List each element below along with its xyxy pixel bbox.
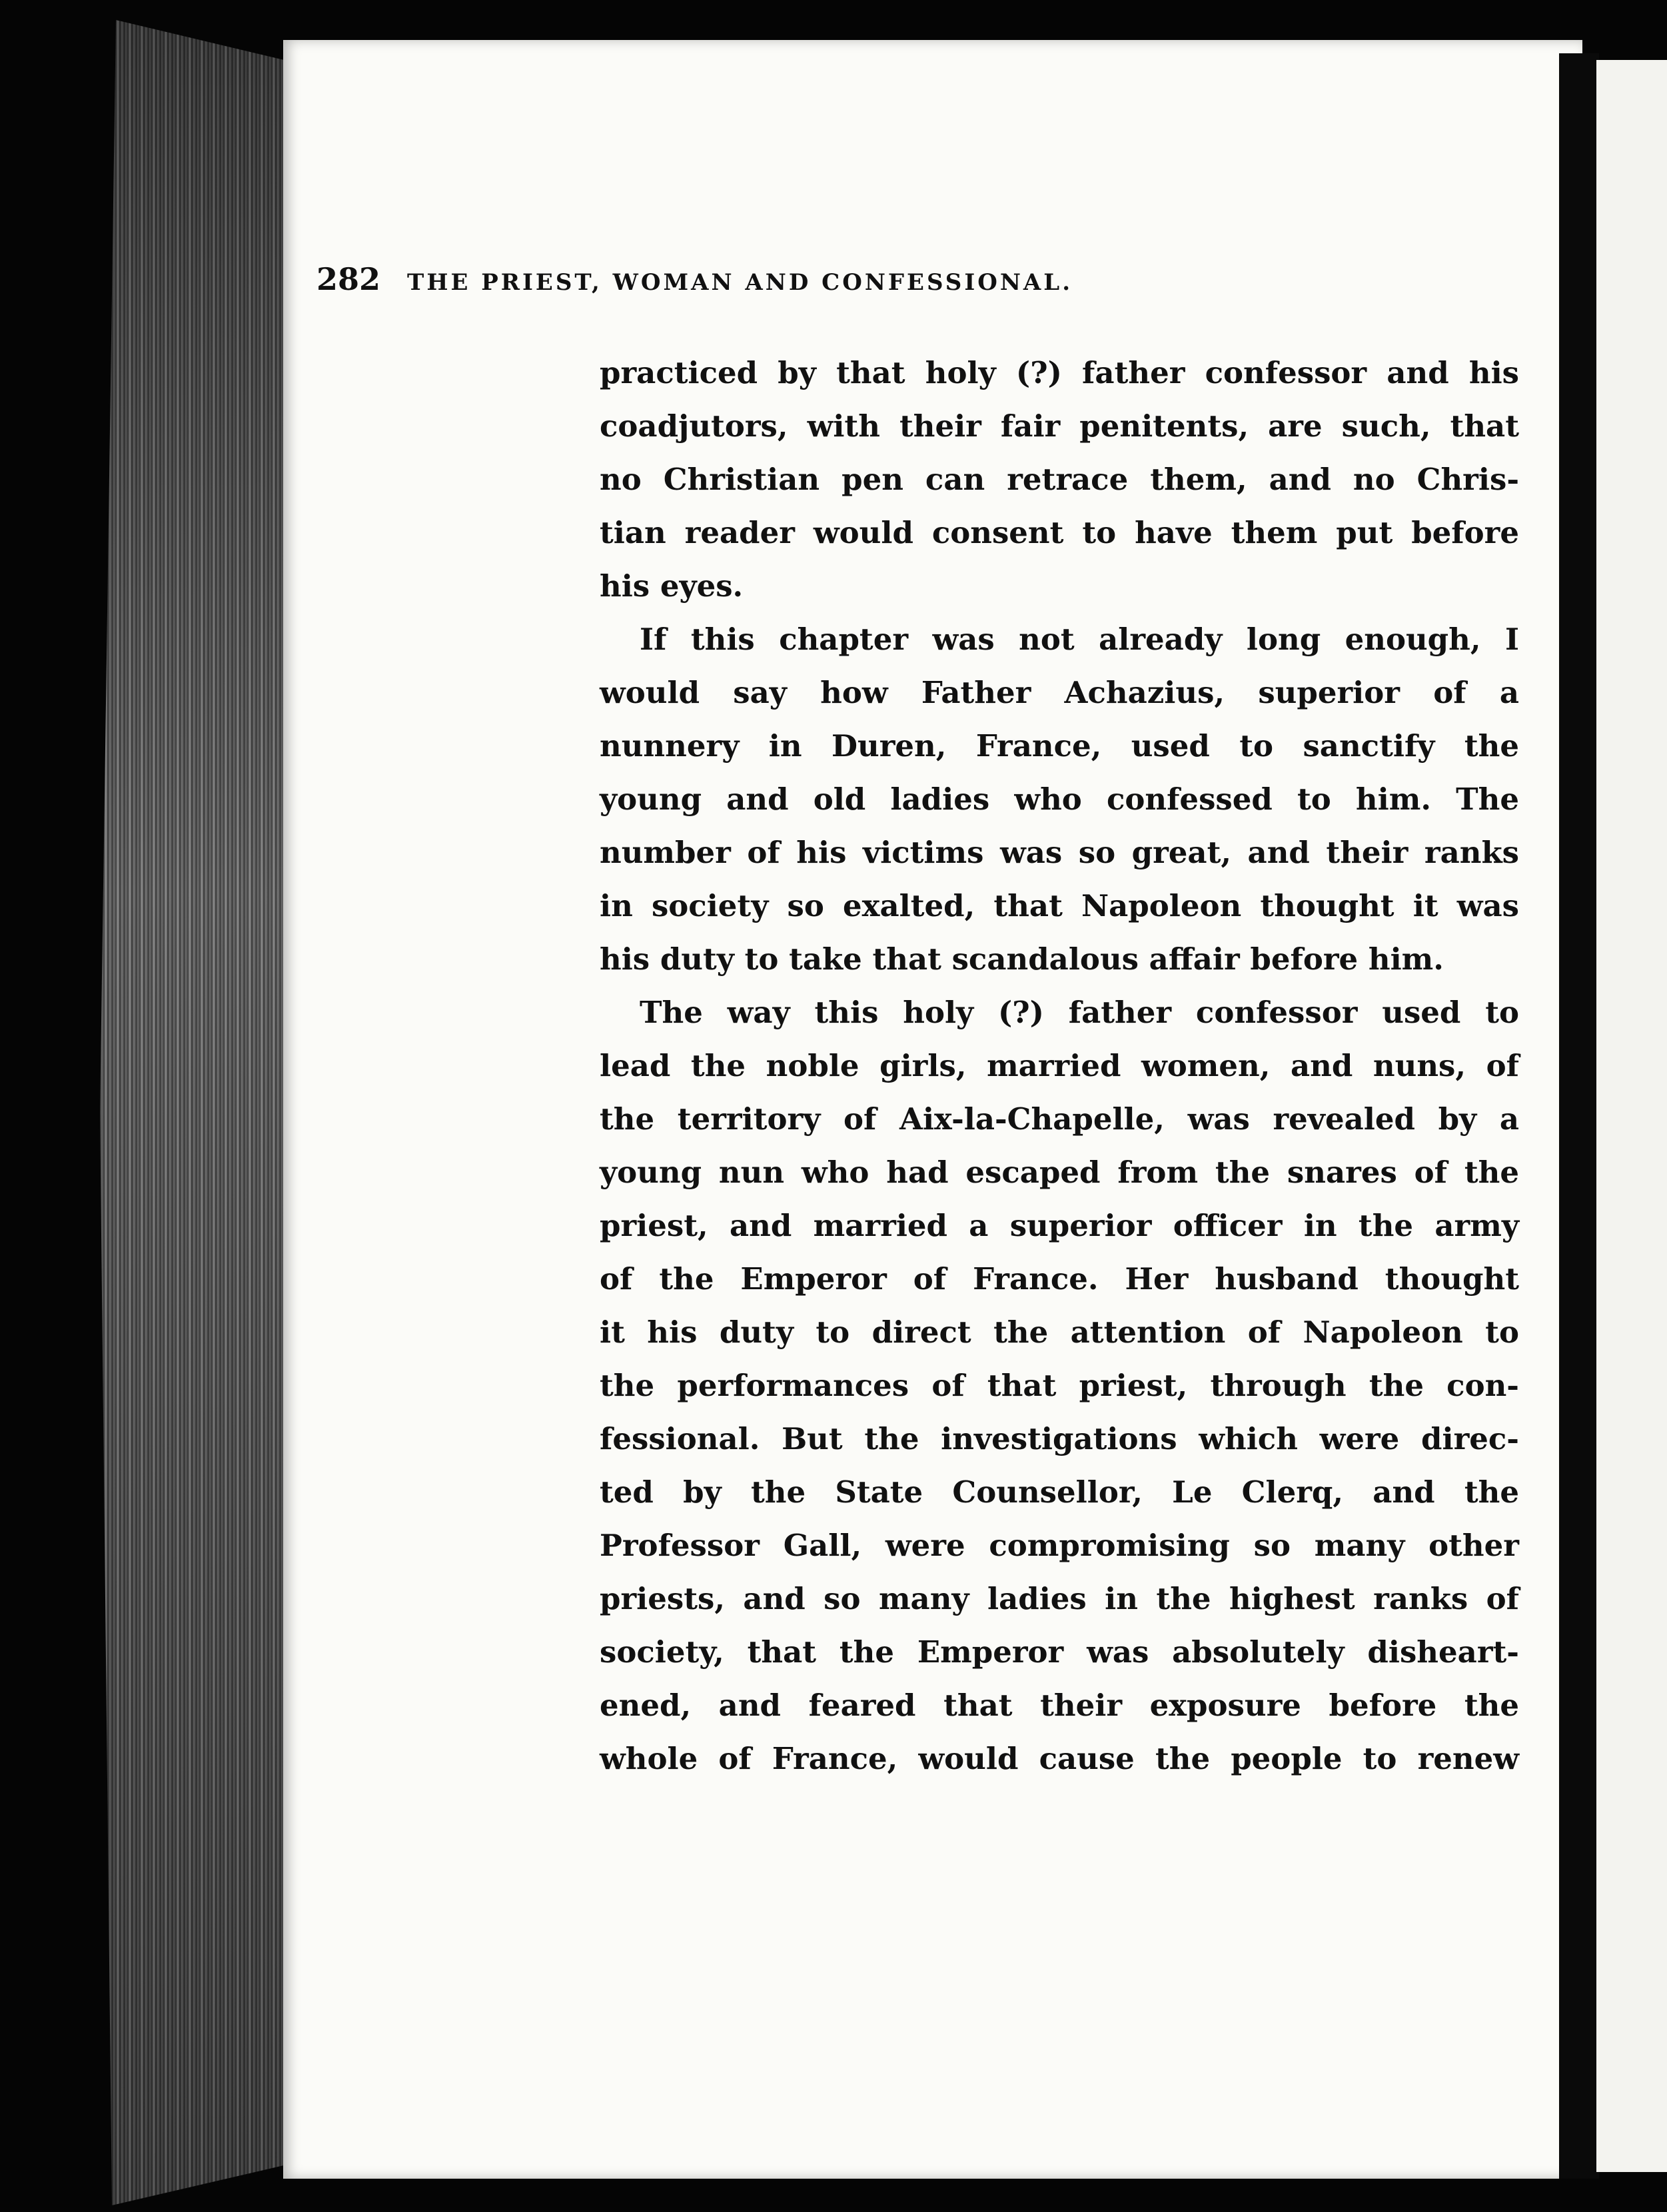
next-page-edge xyxy=(1596,60,1667,2172)
text-line: would say how Father Achazius, superior of a xyxy=(600,675,1519,710)
text-line: his eyes. xyxy=(600,568,744,604)
text-line: tian reader would consent to have them put before xyxy=(600,515,1519,550)
body-text xyxy=(600,346,1519,1786)
text-line: ted by the State Counsellor, Le Clerq, and the xyxy=(600,1474,1519,1510)
text-line: Professor Gall, were compromising so many other xyxy=(600,1528,1519,1563)
text-line: practiced by that holy (?) father confessor and his xyxy=(600,355,1519,390)
text-line: the performances of that priest, through the con- xyxy=(600,1368,1519,1403)
book-gutter xyxy=(1559,53,1599,2179)
text-line: lead the noble girls, married women, and nuns, of xyxy=(600,1048,1519,1083)
text-line: society, that the Emperor was absolutely disheart- xyxy=(600,1634,1519,1670)
text-line: priests, and so many ladies in the highest ranks of xyxy=(600,1581,1519,1616)
text-line: in society so exalted, that Napoleon thought it was xyxy=(600,888,1519,923)
text-line: nunnery in Duren, France, used to sanctify the xyxy=(600,728,1519,764)
book-page-edges xyxy=(100,20,300,2205)
text-line: it his duty to direct the attention of Napoleon to xyxy=(600,1315,1519,1350)
text-line: whole of France, would cause the people to renew xyxy=(600,1741,1519,1776)
running-head xyxy=(316,261,1399,308)
text-line: coadjutors, with their fair penitents, are such, that xyxy=(600,408,1519,444)
text-line: fessional. But the investigations which were direc- xyxy=(600,1421,1519,1456)
text-line: of the Emperor of France. Her husband thought xyxy=(600,1261,1519,1297)
text-line: number of his victims was so great, and their ranks xyxy=(600,835,1519,870)
text-line: ened, and feared that their exposure before the xyxy=(600,1688,1519,1723)
text-line: the territory of Aix-la-Chapelle, was revealed by a xyxy=(600,1101,1519,1137)
text-line: his duty to take that scandalous affair before him. xyxy=(600,941,1444,977)
running-title: THE PRIEST, WOMAN AND CONFESSIONAL. xyxy=(407,269,1073,296)
text-line: young nun who had escaped from the snares of the xyxy=(600,1155,1519,1190)
text-line: If this chapter was not already long enough, I xyxy=(640,622,1519,657)
text-line: no Christian pen can retrace them, and no Chris- xyxy=(600,462,1519,497)
text-line: priest, and married a superior officer in the army xyxy=(600,1208,1519,1243)
text-line: The way this holy (?) father confessor used to xyxy=(640,995,1519,1030)
text-line: young and old ladies who confessed to him. The xyxy=(600,782,1519,817)
page-number: 282 xyxy=(316,261,381,297)
